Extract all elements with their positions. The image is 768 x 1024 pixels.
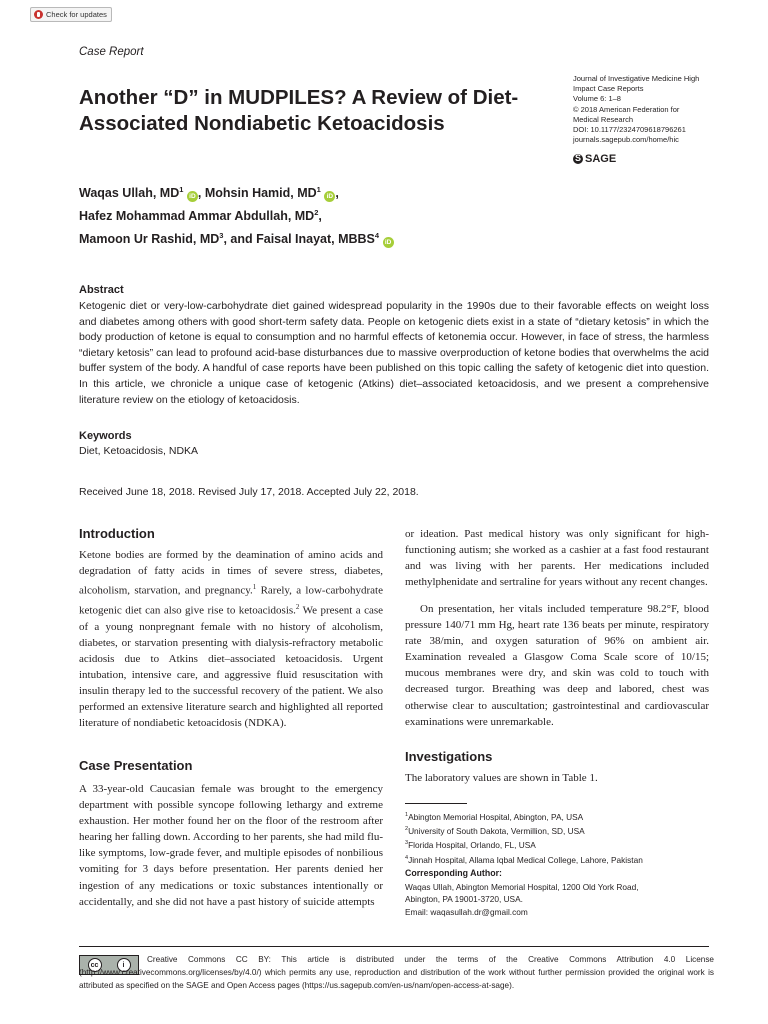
orcid-icon[interactable]: iD: [383, 237, 394, 248]
corresponding-author-details: [405, 881, 715, 918]
investigations-text: The laboratory values are shown in Table 1.: [405, 772, 598, 784]
author-name: , and Faisal Inayat, MBBS: [223, 232, 375, 247]
check-for-updates-label: Check for updates: [46, 10, 107, 19]
affiliation-item: $^3$Florida Hospital, Orlando, FL, USA: [405, 840, 536, 851]
check-for-updates-badge[interactable]: [30, 7, 112, 22]
intro-text: Rarely, a low-carbohydrate ketogenic diet can also give rise to ketoacidosis.: [79, 584, 383, 617]
introduction-heading: Introduction: [79, 526, 155, 541]
section-label: Case Report: [79, 46, 144, 58]
journal-line: Volume 6: 1–8: [573, 94, 621, 104]
author-affil-sup: 2: [314, 208, 319, 218]
journal-info: [573, 74, 753, 145]
article-title: Another “D” in MUDPILES? A Review of Diet-Associated Nondiabetic Ketoacidosis: [79, 86, 519, 135]
author-affil-sup: 1: [316, 185, 321, 194]
author-name: , Mohsin Hamid, MD: [197, 186, 317, 201]
affiliations: [405, 809, 715, 866]
orcid-icon[interactable]: iD: [324, 191, 335, 202]
keywords-heading: Keywords: [79, 430, 132, 442]
case-presentation-paragraph: A 33-year-old Caucasian female was brought to the emergency department with possible syncope following lethargy and extreme exhaustion. Her mother found her on the floor of the restroom after hearing her falling down. According to her parents, she had mild flu-like symptoms, low-grade fever, and multiple episodes of nonbilious vomiting for 3 days before presentation. Her parents denied her ingestion of any medications or toxic substances intentionally or accidentally, and she did not have a past history of suicide attempts: [79, 783, 383, 908]
license-text: Creative Commons CC BY: This article is distributed under the terms of the Creative Commons Attribution 4.0 License (http://www.creativecommons.org/licenses/by/4.0/) which permits any use, reproduction and distribution of the work without further permission provided the original work is attributed as specified on the SAGE and Open Access pages (https://us.sagepub.com/en-us/nam/open-access-at-sage).: [79, 955, 714, 990]
corresponding-line: Waqas Ullah, Abington Memorial Hospital, 1200 Old York Road,: [405, 882, 639, 892]
author-affil-sup: 1: [179, 185, 184, 194]
license-divider: [79, 946, 709, 947]
abstract-heading: Abstract: [79, 284, 124, 296]
journal-line[interactable]: DOI: 10.1177/2324709618796261: [573, 125, 686, 135]
check-icon: [34, 10, 43, 19]
affiliation-item: $^4$Jinnah Hospital, Allama Iqbal Medical College, Lahore, Pakistan: [405, 854, 643, 865]
cc-icon: cc: [88, 958, 102, 972]
footnote-divider: [405, 803, 467, 804]
author-affil-sup: 3: [219, 231, 224, 241]
case-presentation-heading: Case Presentation: [79, 758, 193, 773]
orcid-icon[interactable]: iD: [187, 191, 198, 202]
journal-line: Medical Research: [573, 114, 634, 124]
case-presentation-vitals: On presentation, her vitals included temperature 98.2°F, blood pressure 140/71 mm Hg, heart rate 136 beats per minute, respiratory rate 38/min, and oxygen saturation of 96% on ambient air. Examination revealed a Glasgow Coma Scale score of 10/15; mucous membranes were dry, and skin was cold to touch with decreased turgor. Breathing was deep and labored, chest was otherwise clear to auscultation; gastrointestinal and cardiovascular examinations were unremarkable.: [405, 603, 709, 728]
introduction-paragraph: [79, 547, 383, 731]
case-presentation-continued: or ideation. Past medical history was only significant for high-functioning autism; she worked as a cashier at a fast food restaurant and was living with her parents. Her medications included methylphenidate and sertraline for years without any recent changes.: [405, 528, 709, 589]
investigations-heading: Investigations: [405, 749, 493, 764]
sage-logo: [573, 153, 616, 165]
attribution-icon: i: [117, 958, 131, 972]
corresponding-author-heading: Corresponding Author:: [405, 868, 502, 878]
license-notice: [79, 954, 714, 992]
author-affil-sup: 4: [374, 231, 380, 241]
author-name: Waqas Ullah, MD: [79, 186, 180, 201]
corresponding-line: Abington, PA 19001-3720, USA.: [405, 894, 523, 905]
affiliation-item: $^1$Abington Memorial Hospital, Abington, PA, USA: [405, 811, 584, 822]
article-dates: Received June 18, 2018. Revised July 17, 2018. Accepted July 22, 2018.: [79, 486, 419, 498]
citation-ref[interactable]: 1: [252, 583, 257, 592]
intro-text: We present a case of a young nonpregnant female with no history of alcoholism, diabetes, or starvation presenting with dialysis-refractory metabolic acidosis due to Atkins diet–associated ketoacidosis. Urgent intubation, intensive care, and aggressive fluid resuscitation with insulin therapy led to the successful recovery of the patient. We also performed an extensive literature search and highlighted all reported literature of nondiabetic ketoacidosis (NDKA).: [79, 604, 383, 730]
sage-logo-text: SAGE: [585, 153, 617, 165]
keywords-text: Diet, Ketoacidosis, NDKA: [79, 445, 199, 457]
journal-line: Journal of Investigative Medicine High: [573, 74, 700, 83]
corresponding-email[interactable]: Email: waqasullah.dr@gmail.com: [405, 906, 528, 917]
author-name: Hafez Mohammad Ammar Abdullah, MD: [79, 209, 315, 224]
intro-text: Ketone bodies are formed by the deamination of amino acids and degradation of fatty acids in times of severe stress, diabetes, alcoholism, starvation, and pregnancy.: [79, 549, 383, 597]
journal-line[interactable]: journals.sagepub.com/home/hic: [573, 135, 679, 145]
sage-mark-icon: [573, 154, 583, 164]
citation-ref[interactable]: 2: [295, 602, 300, 611]
affiliation-item: $^2$University of South Dakota, Vermillion, SD, USA: [405, 825, 585, 836]
author-list: Waqas Ullah, $MD^1$ iD , Mohsin Hamid, $MD^1$ iD , Hafez Mohammad Ammar Abdullah, $MD^2$, Mamoon Ur Rashid, $MD^3$, and Faisal Inayat, MBBS$^4$ iD: [79, 180, 539, 249]
journal-line: Impact Case Reports: [573, 84, 644, 94]
abstract-text: Ketogenic diet or very-low-carbohydrate diet gained widespread popularity in the 1990s due to their favorable effects on weight loss and diabetes among others with good short-term safety data. People on ketogenic diets exist in a state of “dietary ketosis” in which the body production of ketone is equal to consumption and no harmful effects of ketonemia occur. However, in face of stress, the harmless “dietary ketosis” can lead to profound acid-base disturbances due to massive overproduction of ketone bodies that overwhelms the acid buffer system of the body. A handful of case reports have been published on this topic calling the safety of ketogenic diet into question. In this article, we chronicle a unique case of ketogenic (Atkins) diet–associated ketoacidosis, and we present a comprehensive literature review on the etiology of ketoacidosis.: [79, 300, 709, 406]
author-name: Mamoon Ur Rashid, MD: [79, 232, 220, 247]
journal-line: © 2018 American Federation for: [573, 104, 680, 114]
